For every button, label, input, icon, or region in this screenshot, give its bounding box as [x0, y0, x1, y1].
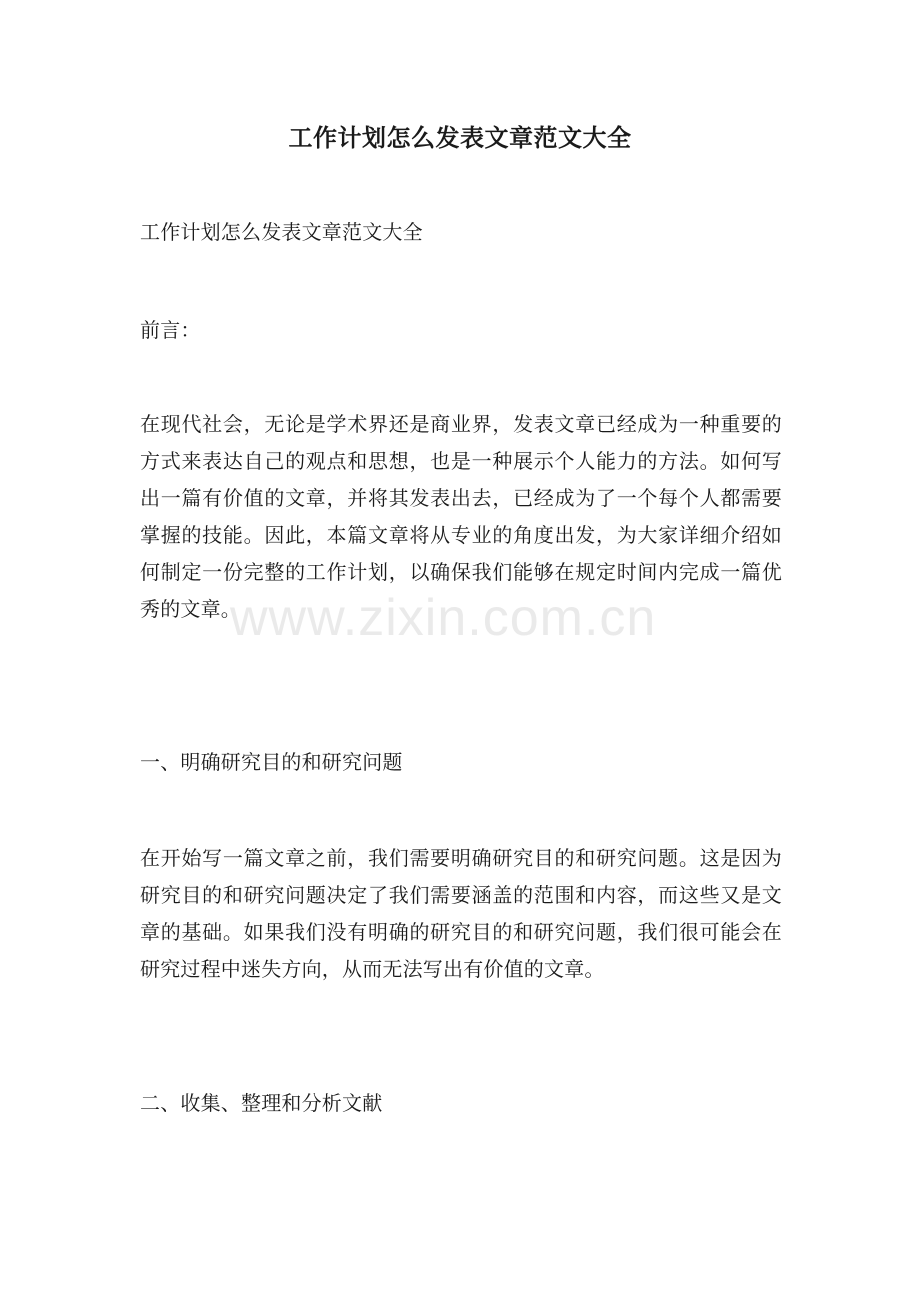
- document-subtitle: 工作计划怎么发表文章范文大全: [140, 220, 423, 244]
- watermark: www.zixin.com.cn: [230, 589, 657, 647]
- intro-paragraph: 在现代社会，无论是学术界还是商业界，发表文章已经成为一种重要的方式来表达自己的观点和思想，也是一种展示个人能力的方法。如何写出一篇有价值的文章，并将其发表出去，已经成为了一个每个人都需要掌握的技能。因此，本篇文章将从专业的角度出发，为大家详细介绍如何制定一份完整的工作计划，以确保我们能够在规定时间内完成一篇优秀的文章。: [140, 412, 782, 621]
- section-heading-2: 二、收集、整理和分析文献: [140, 1091, 383, 1115]
- preface-label: 前言：: [140, 318, 201, 342]
- document-title: 工作计划怎么发表文章范文大全: [288, 123, 632, 152]
- section-paragraph-1: 在开始写一篇文章之前，我们需要明确研究目的和研究问题。这是因为研究目的和研究问题决定了我们需要涵盖的范围和内容，而这些又是文章的基础。如果我们没有明确的研究目的和研究问题，我们很可能会在研究过程中迷失方向，从而无法写出有价值的文章。: [140, 846, 782, 981]
- section-heading-1: 一、明确研究目的和研究问题: [140, 750, 403, 774]
